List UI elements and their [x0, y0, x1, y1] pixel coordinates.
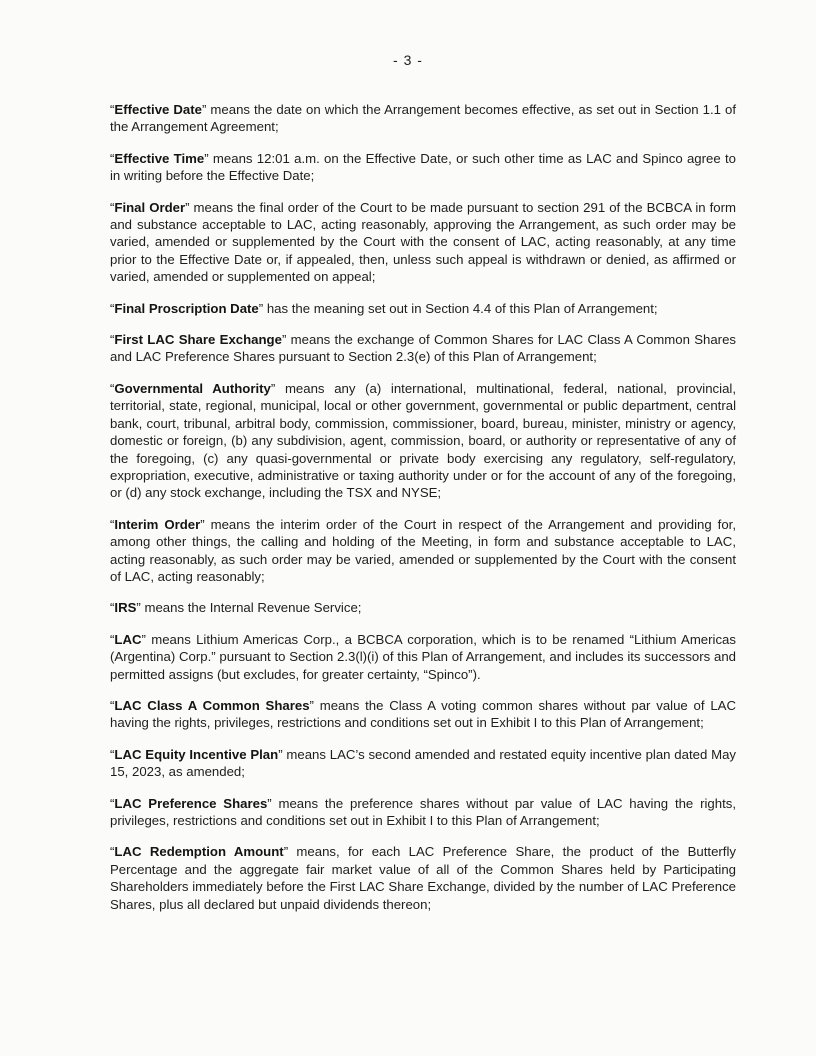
definition-text: means the date on which the Arrangement becomes effective, as set out in Section 1.1 of the Arrangement Agreement;: [110, 102, 736, 135]
definition-text: has the meaning set out in Section 4.4 of this Plan of Arrangement;: [263, 300, 658, 316]
definition-final-proscription-date: “Final Proscription Date” has the meaning set out in Section 4.4 of this Plan of Arrangement;: [110, 300, 658, 316]
term: Governmental Authority: [114, 380, 271, 396]
definition-text: means 12:01 a.m. on the Effective Date, or such other time as LAC and Spinco agree to in writing before the Effective Date;: [110, 150, 736, 184]
definition-governmental-authority: “Governmental Authority” means any (a) international, multinational, federal, national, provincial, territorial, state, regional, municipal, local or other government, governmental or public department, central bank, court, tribunal, arbitral body, commission, commissioner, board, bureau, minister, ministry or agency, domestic or foreign, (b) any subdivision, agent, commission, board, or authority or representative of any of the foregoing, (c) any quasi-governmental or private body exercising any regulatory, self-regulatory, expropriation, executive, administrative or taxing authority under or for the account of any of the foregoing, or (d) any stock exchange, including the TSX and NYSE;: [110, 380, 737, 501]
term: LAC Preference Shares: [114, 795, 268, 811]
term: Final Proscription Date: [114, 300, 259, 316]
term: Effective Date: [114, 102, 202, 117]
term: LAC: [114, 631, 142, 647]
definition-text: means the final order of the Court to be made pursuant to section 291 of the BCBCA in form and substance acceptable to LAC, acting reasonably, approving the Arrangement, as such order may be varied, amended or supplemented by the Court with the consent of LAC, acting reasonably, at any time prior to the Effective Date or, if appealed, then, unless such appeal is withdrawn or denied, as affirmed or varied, amended or supplemented on appeal;: [110, 199, 736, 285]
definition-text: means LAC’s second amended and restated equity incentive plan dated May 15, 2023, as amended;: [110, 746, 736, 780]
definition-irs: “IRS” means the Internal Revenue Service;: [110, 600, 362, 616]
term: LAC Redemption Amount: [114, 844, 284, 860]
definition-first-lac-share-exchange: “First LAC Share Exchange” means the exchange of Common Shares for LAC Class A Common Shares and LAC Preference Shares pursuant to Section 2.3(e) of this Plan of Arrangement;: [110, 332, 737, 365]
term: Effective Time: [114, 150, 205, 166]
term: Final Order: [114, 199, 186, 215]
definition-text: means Lithium Americas Corp., a BCBCA corporation, which is to be renamed “Lithium Americas (Argentina) Corp.” pursuant to Section 2.3(l)(i) of this Plan of Arrangement, and includes its successors and permitted assigns (but excludes, for greater certainty, “Spinco”).: [110, 631, 736, 682]
definition-interim-order: “Interim Order” means the interim order of the Court in respect of the Arrangement and providing for, among other things, the calling and holding of the Meeting, in form and substance acceptable to LAC, acting reasonably, as such order may be varied, amended or supplemented by the Court with the consent of LAC, acting reasonably;: [110, 516, 737, 584]
definition-text: means, for each LAC Preference Share, the product of the Butterfly Percentage and the aggregate fair market value of all of the Common Shares held by Participating Shareholders immediately before the First LAC Share Exchange, divided by the number of LAC Preference Shares, plus all declared but unpaid dividends thereon;: [110, 844, 736, 912]
page-number: - 3 -: [393, 52, 423, 68]
definition-effective-date: “Effective Date” means the date on which the Arrangement becomes effective, as set out in Section 1.1 of the Arrangement Agreement;: [110, 102, 736, 135]
definition-effective-time: “Effective Time” means 12:01 a.m. on the Effective Date, or such other time as LAC and Spinco agree to in writing before the Effective Date;: [110, 150, 736, 184]
definition-text: means the preference shares without par value of LAC having the rights, privileges, restrictions and conditions set out in Exhibit I to this Plan of Arrangement;: [110, 795, 736, 828]
definition-lac-equity-incentive-plan: “LAC Equity Incentive Plan” means LAC’s second amended and restated equity incentive plan dated May 15, 2023, as amended;: [110, 746, 736, 780]
definition-text: means the exchange of Common Shares for LAC Class A Common Shares and LAC Preference Shares pursuant to Section 2.3(e) of this Plan of Arrangement;: [110, 332, 737, 365]
term: IRS: [114, 600, 137, 616]
definition-text: means the interim order of the Court in respect of the Arrangement and providing for, among other things, the calling and holding of the Meeting, in form and substance acceptable to LAC, acting reasonably, as such order may be varied, amended or supplemented by the Court with the consent of LAC, acting reasonably;: [110, 516, 737, 584]
term: Interim Order: [114, 516, 201, 532]
definition-final-order: “Final Order” means the final order of the Court to be made pursuant to section 291 of the BCBCA in form and substance acceptable to LAC, acting reasonably, approving the Arrangement, as such order may be varied, amended or supplemented by the Court with the consent of LAC, acting reasonably, at any time prior to the Effective Date or, if appealed, then, unless such appeal is withdrawn or denied, as affirmed or varied, amended or supplemented on appeal;: [110, 199, 736, 285]
term: LAC Class A Common Shares: [114, 697, 310, 713]
definition-lac-preference-shares: “LAC Preference Shares” means the preference shares without par value of LAC having the rights, privileges, restrictions and conditions set out in Exhibit I to this Plan of Arrangement;: [110, 795, 736, 828]
definition-text: means the Class A voting common shares without par value of LAC having the rights, privileges, restrictions and conditions set out in Exhibit I to this Plan of Arrangement;: [110, 697, 736, 731]
definition-lac: “LAC” means Lithium Americas Corp., a BCBCA corporation, which is to be renamed “Lithium Americas (Argentina) Corp.” pursuant to Section 2.3(l)(i) of this Plan of Arrangement, and includes its successors and permitted assigns (but excludes, for greater certainty, “Spinco”).: [110, 631, 736, 682]
term: First LAC Share Exchange: [114, 332, 282, 348]
definition-text: means any (a) international, multinational, federal, national, provincial, territorial, state, regional, municipal, local or other government, governmental or public department, central bank, court, tribunal, arbitral body, commission, commissioner, board, bureau, minister, ministry or agency, domestic or foreign, (b) any subdivision, agent, commission, board, or authority or representative of any of the foregoing, (c) any quasi-governmental or private body exercising any regulatory, self-regulatory, expropriation, executive, administrative or taxing authority under or for the account of any of the foregoing, or (d) any stock exchange, including the TSX and NYSE;: [110, 380, 737, 501]
definitions-list: [110, 101, 736, 927]
definition-lac-class-a-common-shares: “LAC Class A Common Shares” means the Class A voting common shares without par value of LAC having the rights, privileges, restrictions and conditions set out in Exhibit I to this Plan of Arrangement;: [110, 697, 736, 731]
definition-lac-redemption-amount: “LAC Redemption Amount” means, for each LAC Preference Share, the product of the Butterfly Percentage and the aggregate fair market value of all of the Common Shares held by Participating Shareholders immediately before the First LAC Share Exchange, divided by the number of LAC Preference Shares, plus all declared but unpaid dividends thereon;: [110, 844, 736, 912]
term: LAC Equity Incentive Plan: [114, 746, 279, 762]
definition-text: means the Internal Revenue Service;: [140, 600, 362, 616]
